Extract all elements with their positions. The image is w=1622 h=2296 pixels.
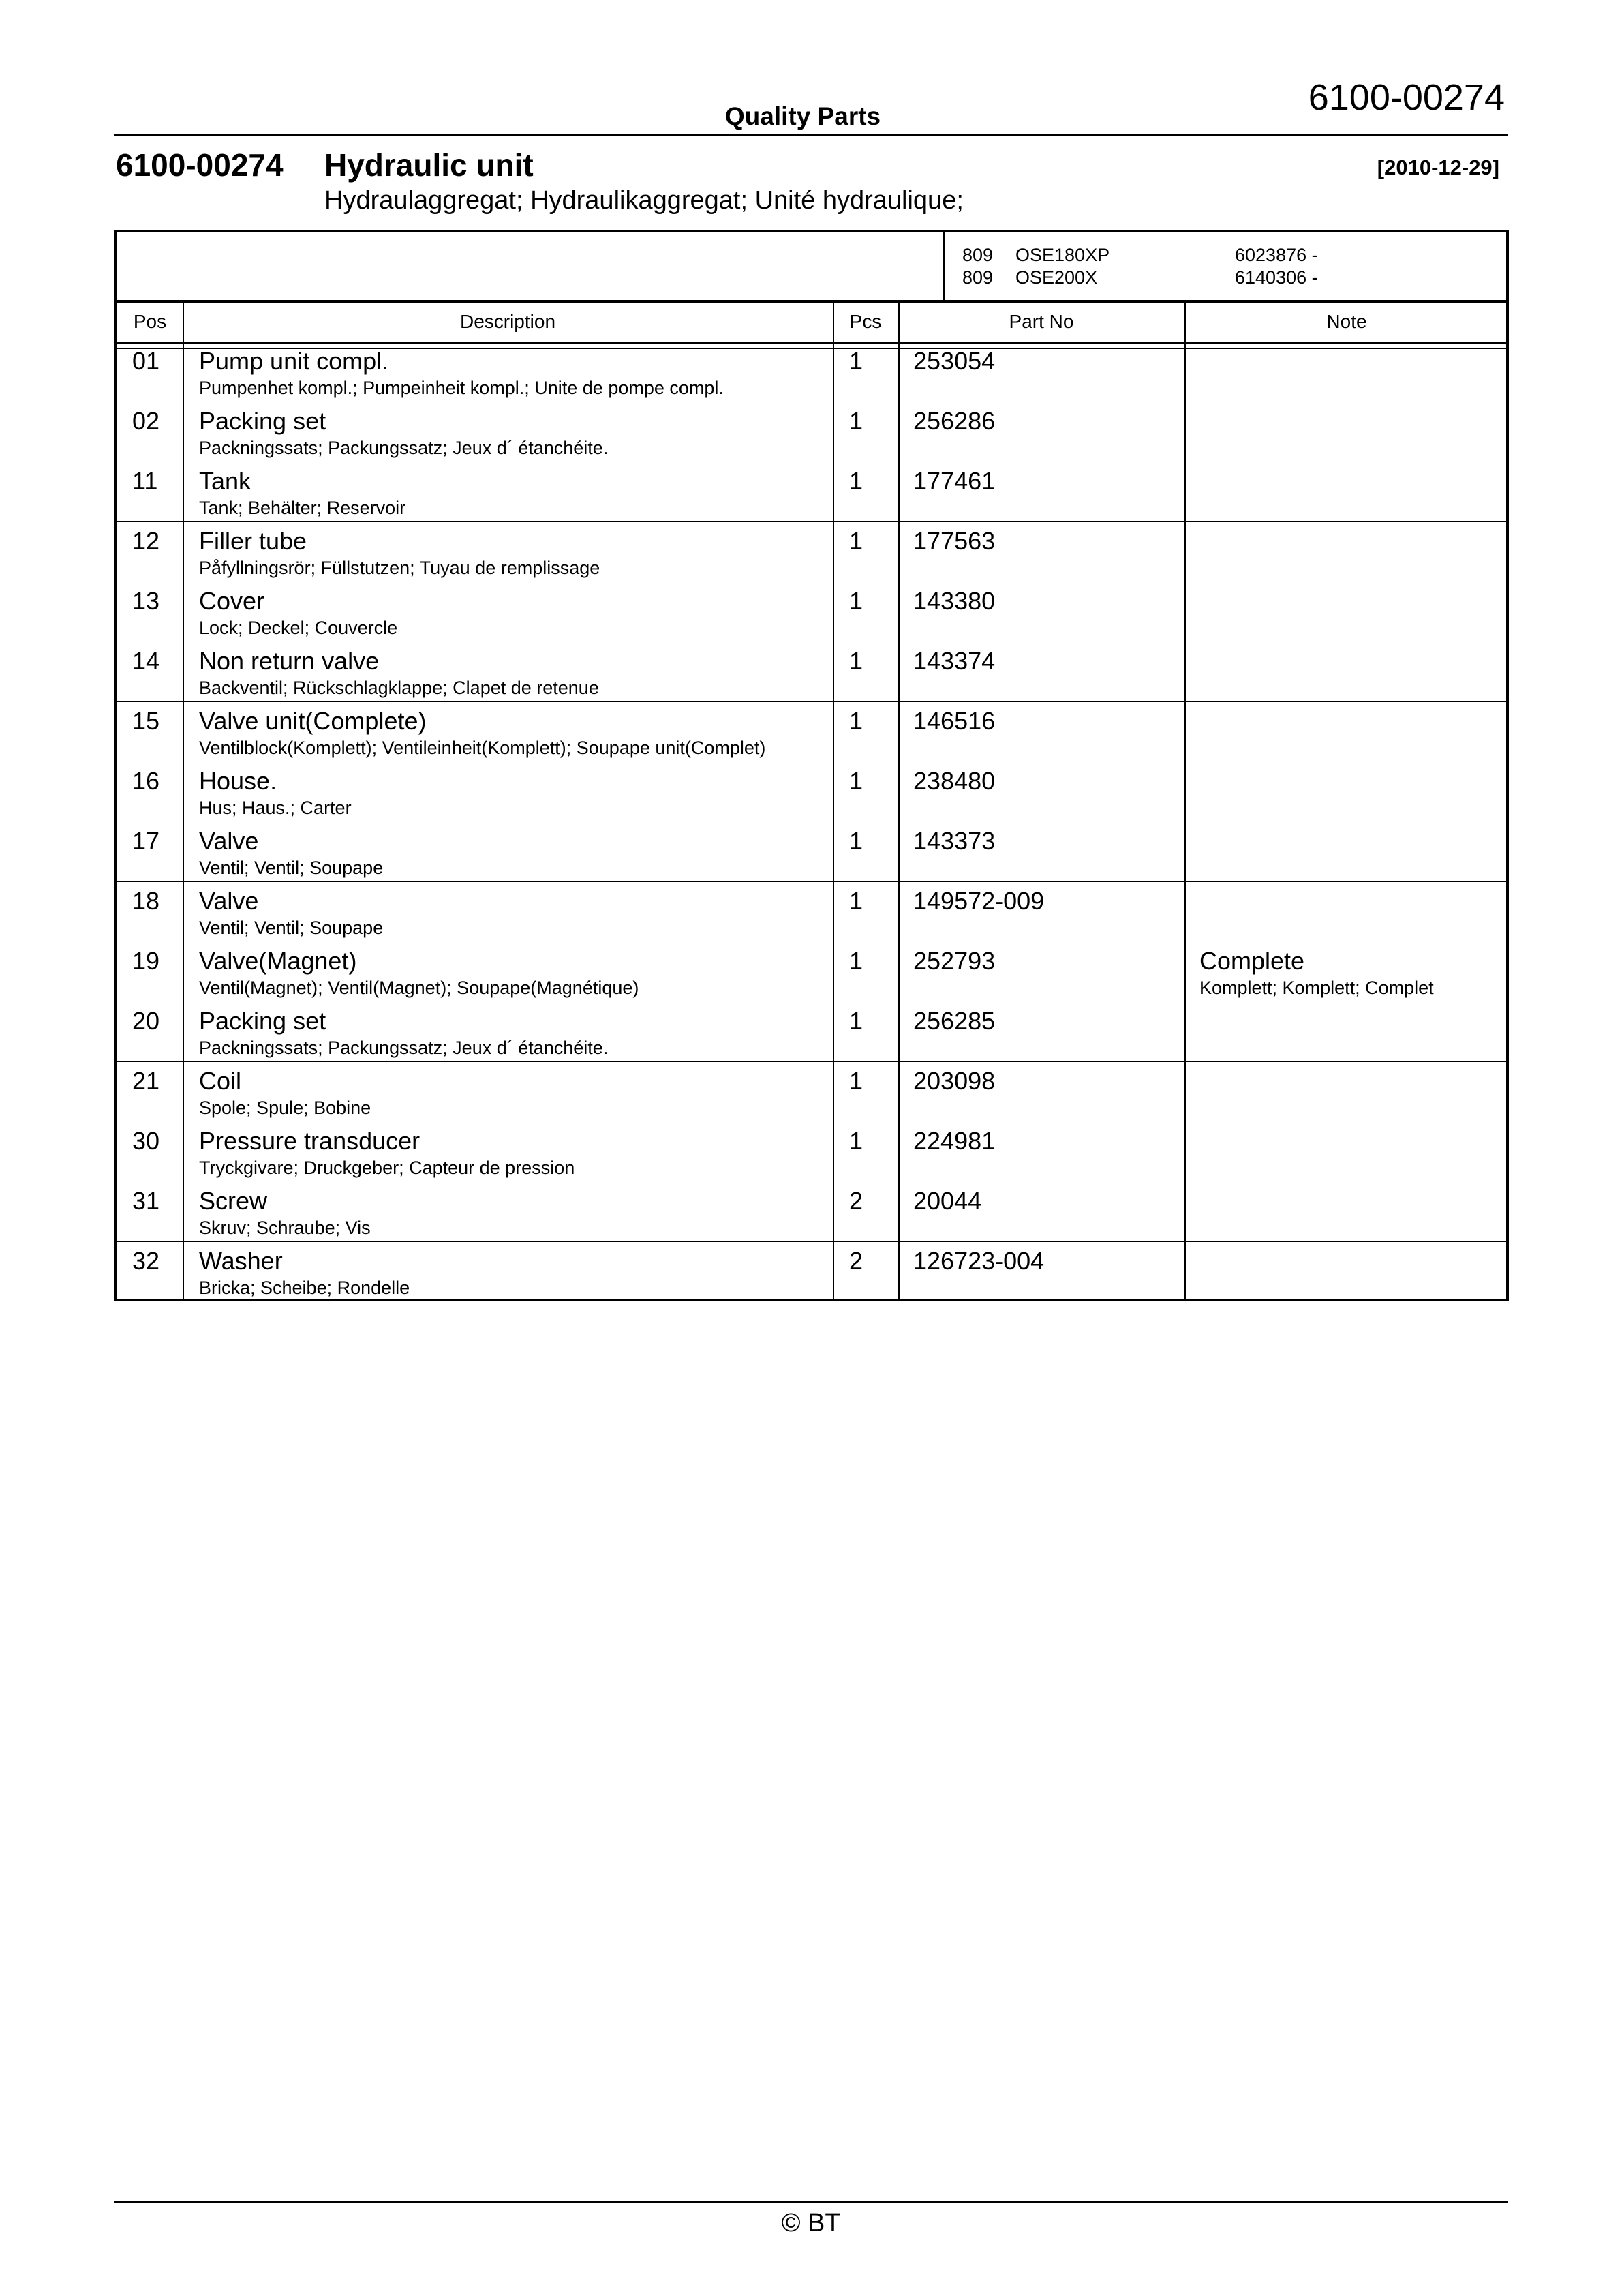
row-pos: 32: [132, 1247, 160, 1275]
model-applicability-box: [117, 232, 1506, 303]
model-serial: 6140306 -: [1235, 267, 1318, 288]
footer-copyright: © BT: [781, 2209, 841, 2237]
column-header-note: Note: [1326, 311, 1367, 332]
row-pos: 19: [132, 947, 160, 975]
row-description: Packing set: [199, 407, 326, 435]
model-code: 809: [962, 267, 994, 288]
table-row: [117, 1187, 1506, 1247]
row-translations: Spole; Spule; Bobine: [199, 1098, 371, 1118]
row-pos: 18: [132, 887, 160, 915]
row-description: Non return valve: [199, 647, 380, 675]
row-part-no: 253054: [913, 347, 996, 375]
model-serial: 6023876 -: [1235, 245, 1318, 265]
table-row: [117, 347, 1506, 407]
row-description: Coil: [199, 1067, 242, 1095]
model-name: OSE200X: [1015, 267, 1098, 288]
row-pos: 30: [132, 1127, 160, 1155]
row-part-no: 146516: [913, 707, 996, 735]
row-pos: 02: [132, 407, 160, 435]
row-part-no: 126723-004: [913, 1247, 1045, 1275]
row-description: Pressure transducer: [199, 1127, 420, 1155]
table-row: [117, 587, 1506, 647]
row-pcs: 2: [849, 1187, 863, 1215]
row-pcs: 1: [849, 887, 863, 915]
row-translations: Ventil(Magnet); Ventil(Magnet); Soupape(Magnétique): [199, 978, 639, 998]
row-pos: 17: [132, 827, 160, 855]
row-pos: 21: [132, 1067, 160, 1095]
row-description: Screw: [199, 1187, 268, 1215]
row-description: Cover: [199, 587, 265, 615]
row-description: Filler tube: [199, 527, 307, 555]
row-translations: Backventil; Rückschlagklappe; Clapet de retenue: [199, 678, 599, 698]
row-pcs: 1: [849, 527, 863, 555]
row-part-no: 143373: [913, 827, 996, 855]
row-pos: 01: [132, 347, 160, 375]
parts-table: [114, 230, 1509, 1301]
row-part-no: 203098: [913, 1067, 996, 1095]
row-part-no: 143380: [913, 587, 996, 615]
row-pos: 14: [132, 647, 160, 675]
table-row: [117, 467, 1506, 527]
row-description: Pump unit compl.: [199, 347, 389, 375]
row-part-no: 177461: [913, 467, 996, 495]
row-pcs: 2: [849, 1247, 863, 1275]
table-row: [117, 947, 1506, 1007]
column-header-row: [117, 303, 1506, 342]
row-pcs: 1: [849, 827, 863, 855]
header-title: Quality Parts: [724, 102, 881, 130]
table-row: [117, 767, 1506, 827]
row-pcs: 1: [849, 1067, 863, 1095]
row-translations: Skruv; Schraube; Vis: [199, 1218, 371, 1238]
row-part-no: 256286: [913, 407, 996, 435]
model-name: OSE180XP: [1015, 245, 1110, 265]
row-translations: Hus; Haus.; Carter: [199, 798, 352, 818]
row-description: Valve: [199, 827, 259, 855]
row-pos: 12: [132, 527, 160, 555]
row-pos: 15: [132, 707, 160, 735]
row-pcs: 1: [849, 347, 863, 375]
column-header-description: Description: [459, 311, 556, 332]
row-pos: 16: [132, 767, 160, 795]
row-description: Valve unit(Complete): [199, 707, 427, 735]
table-row: [117, 1247, 1506, 1307]
row-pcs: 1: [849, 647, 863, 675]
model-row: [117, 267, 1506, 289]
row-part-no: 143374: [913, 647, 996, 675]
model-row: [117, 245, 1506, 267]
row-part-no: 256285: [913, 1007, 996, 1035]
row-description: House.: [199, 767, 277, 795]
row-part-no: 177563: [913, 527, 996, 555]
column-header-pcs: Pcs: [849, 311, 882, 332]
row-translations: Tank; Behälter; Reservoir: [199, 498, 406, 518]
row-pcs: 1: [849, 707, 863, 735]
row-description: Packing set: [199, 1007, 326, 1035]
row-pcs: 1: [849, 947, 863, 975]
table-row: [117, 1127, 1506, 1187]
row-pcs: 1: [849, 1007, 863, 1035]
table-row: [117, 407, 1506, 467]
row-pcs: 1: [849, 587, 863, 615]
row-part-no: 149572-009: [913, 887, 1045, 915]
row-description: Valve: [199, 887, 259, 915]
row-translations: Packningssats; Packungssatz; Jeux d´ étanchéite.: [199, 1038, 609, 1058]
header-divider: [114, 134, 1508, 136]
row-translations: Bricka; Scheibe; Rondelle: [199, 1278, 410, 1298]
row-part-no: 252793: [913, 947, 996, 975]
row-part-no: 238480: [913, 767, 996, 795]
row-note: Complete: [1199, 947, 1305, 975]
row-translations: Påfyllningsrör; Füllstutzen; Tuyau de remplissage: [199, 558, 600, 578]
row-description: Valve(Magnet): [199, 947, 357, 975]
table-row: [117, 707, 1506, 767]
table-row: [117, 1007, 1506, 1067]
row-translations: Ventilblock(Komplett); Ventileinheit(Komplett); Soupape unit(Complet): [199, 738, 766, 758]
footer-divider: [114, 2201, 1508, 2203]
document-subtitle: Hydraulaggregat; Hydraulikaggregat; Unité hydraulique;: [324, 186, 964, 215]
row-pos: 13: [132, 587, 160, 615]
row-pos: 11: [132, 467, 158, 495]
row-pcs: 1: [849, 1127, 863, 1155]
row-pos: 31: [132, 1187, 160, 1215]
table-row: [117, 887, 1506, 947]
table-row: [117, 827, 1506, 887]
model-code: 809: [962, 245, 994, 265]
row-translations: Tryckgivare; Druckgeber; Capteur de pression: [199, 1158, 575, 1178]
row-pos: 20: [132, 1007, 160, 1035]
document-date: [2010-12-29]: [1377, 155, 1499, 179]
table-row: [117, 527, 1506, 587]
row-description: Washer: [199, 1247, 283, 1275]
row-part-no: 20044: [913, 1187, 982, 1215]
row-note-translations: Komplett; Komplett; Complet: [1199, 978, 1434, 998]
row-pcs: 1: [849, 407, 863, 435]
document-title: Hydraulic unit: [324, 147, 534, 183]
row-translations: Lock; Deckel; Couvercle: [199, 618, 398, 638]
row-pcs: 1: [849, 467, 863, 495]
row-translations: Ventil; Ventil; Soupape: [199, 858, 384, 878]
table-row: [117, 1067, 1506, 1127]
row-part-no: 224981: [913, 1127, 996, 1155]
row-translations: Ventil; Ventil; Soupape: [199, 918, 384, 938]
header-document-number: 6100-00274: [1308, 77, 1505, 118]
column-header-part-no: Part No: [1009, 311, 1074, 332]
column-header-pos: Pos: [133, 311, 167, 332]
table-row: [117, 647, 1506, 707]
row-translations: Packningssats; Packungssatz; Jeux d´ étanchéite.: [199, 438, 609, 458]
column-header-rule: [117, 342, 1506, 344]
row-description: Tank: [199, 467, 251, 495]
row-pcs: 1: [849, 767, 863, 795]
row-translations: Pumpenhet kompl.; Pumpeinheit kompl.; Unite de pompe compl.: [199, 378, 724, 398]
document-number: 6100-00274: [116, 147, 284, 183]
